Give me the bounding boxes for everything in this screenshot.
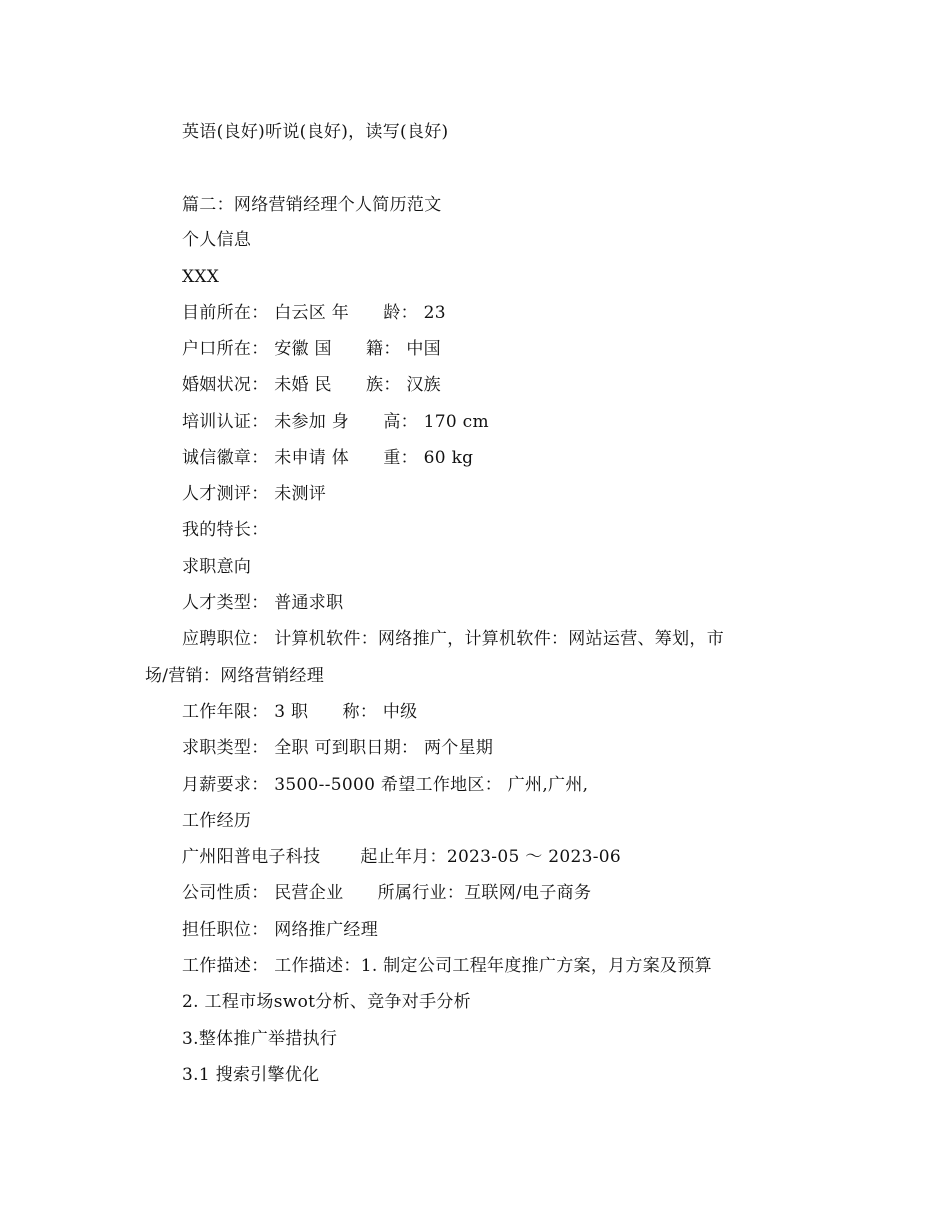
description-item-2: 2. 工程市场swot分析、竞争对手分析: [182, 992, 471, 1012]
section-title: 篇二：网络营销经理个人简历范文: [182, 195, 442, 215]
badge-weight-line: 诚信徽章： 未申请 体 重： 60 kg: [182, 448, 474, 468]
salary-location-line: 月薪要求： 3500--5000 希望工作地区： 广州,广州,: [182, 775, 589, 795]
training-height-line: 培训认证： 未参加 身 高： 170 cm: [182, 412, 489, 432]
language-skill-line: 英语(良好)听说(良好)，读写(良好): [182, 122, 449, 142]
company-period-line: 广州阳普电子科技 起止年月：2023-05 ～ 2023-06: [182, 847, 622, 867]
position-held-line: 担任职位： 网络推广经理: [182, 920, 379, 940]
heading-personal-info: 个人信息: [182, 230, 252, 250]
heading-job-intention: 求职意向: [182, 557, 252, 577]
work-years-title-line: 工作年限： 3 职 称： 中级: [182, 702, 418, 722]
hukou-nationality-line: 户口所在： 安徽 国 籍： 中国: [182, 339, 441, 359]
description-item-3-1: 3.1 搜索引擎优化: [182, 1065, 320, 1085]
talent-type-line: 人才类型： 普通求职: [182, 593, 344, 613]
applied-position-continued: 场/营销：网络营销经理: [145, 666, 325, 686]
company-type-industry-line: 公司性质： 民营企业 所属行业：互联网/电子商务: [182, 883, 592, 903]
specialty-line: 我的特长：: [182, 520, 269, 540]
name-line: XXX: [182, 267, 220, 287]
location-age-line: 目前所在： 白云区 年 龄： 23: [182, 303, 446, 323]
talent-assessment-line: 人才测评： 未测评: [182, 484, 327, 504]
description-item-3: 3.整体推广举措执行: [182, 1029, 338, 1049]
heading-work-experience: 工作经历: [182, 811, 252, 831]
job-type-line: 求职类型： 全职 可到职日期： 两个星期: [182, 738, 494, 758]
applied-position-line: 应聘职位： 计算机软件：网络推广，计算机软件：网站运营、筹划，市: [182, 629, 725, 649]
job-description-line: 工作描述： 工作描述：1. 制定公司工程年度推广方案，月方案及预算: [182, 956, 712, 976]
marital-ethnicity-line: 婚姻状况： 未婚 民 族： 汉族: [182, 375, 441, 395]
